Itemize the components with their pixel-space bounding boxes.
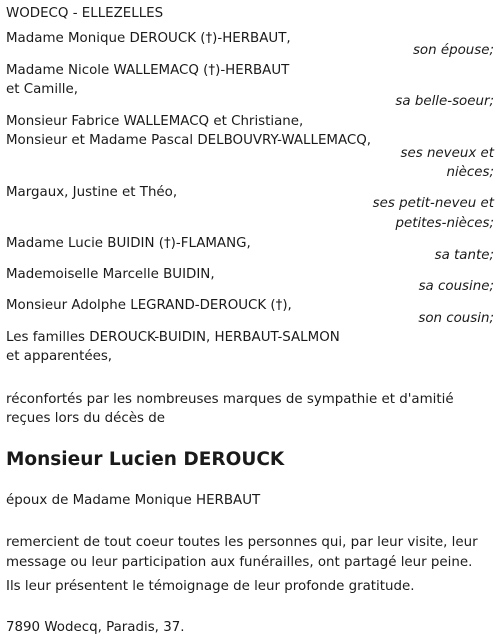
family-line: Monsieur Adolphe LEGRAND-DEROUCK (†), (6, 298, 292, 313)
family-line: Madame Monique DEROUCK (†)-HERBAUT, (6, 31, 291, 46)
comforted-line: reçues lors du décès de (6, 411, 165, 426)
deceased-name: Monsieur Lucien DEROUCK (6, 449, 285, 470)
family-line: Monsieur Fabrice WALLEMACQ et Christiane, (6, 114, 304, 129)
family-line: Margaux, Justine et Théo, (6, 185, 178, 200)
relation-label: nièces; (446, 165, 494, 180)
relation-label: sa belle-soeur; (395, 94, 494, 109)
relation-label: son épouse; (412, 43, 494, 58)
relation-label: petites-nièces; (395, 216, 494, 231)
family-line: Les familles DEROUCK-BUIDIN, HERBAUT-SALMON (6, 330, 340, 345)
relation-label: son cousin; (418, 311, 494, 326)
family-line: Madame Nicole WALLEMACQ (†)-HERBAUT (6, 63, 290, 78)
family-line: Madame Lucie BUIDIN (†)-FLAMANG, (6, 236, 251, 251)
family-line: Monsieur et Madame Pascal DELBOUVRY-WALLEMACQ, (6, 133, 372, 148)
relation-label: sa cousine; (418, 279, 494, 294)
location-header: WODECQ - ELLEZELLES (6, 6, 164, 21)
comforted-line: réconfortés par les nombreuses marques de sympathie et d'amitié (6, 392, 454, 407)
family-line: Mademoiselle Marcelle BUIDIN, (6, 267, 215, 282)
relation-label: ses neveux et (400, 146, 494, 161)
gratitude-line: Ils leur présentent le témoignage de leur profonde gratitude. (6, 579, 415, 594)
family-line: et Camille, (6, 82, 79, 97)
relation-label: sa tante; (434, 248, 494, 263)
relation-label: ses petit-neveu et (372, 196, 494, 211)
thanks-line: remercient de tout coeur toutes les personnes qui, par leur visite, leur (6, 535, 478, 550)
family-line: et apparentées, (6, 349, 113, 364)
spouse-line: époux de Madame Monique HERBAUT (6, 493, 261, 508)
address-line: 7890 Wodecq, Paradis, 37. (6, 620, 185, 635)
thanks-line: message ou leur participation aux funérailles, ont partagé leur peine. (6, 555, 473, 570)
